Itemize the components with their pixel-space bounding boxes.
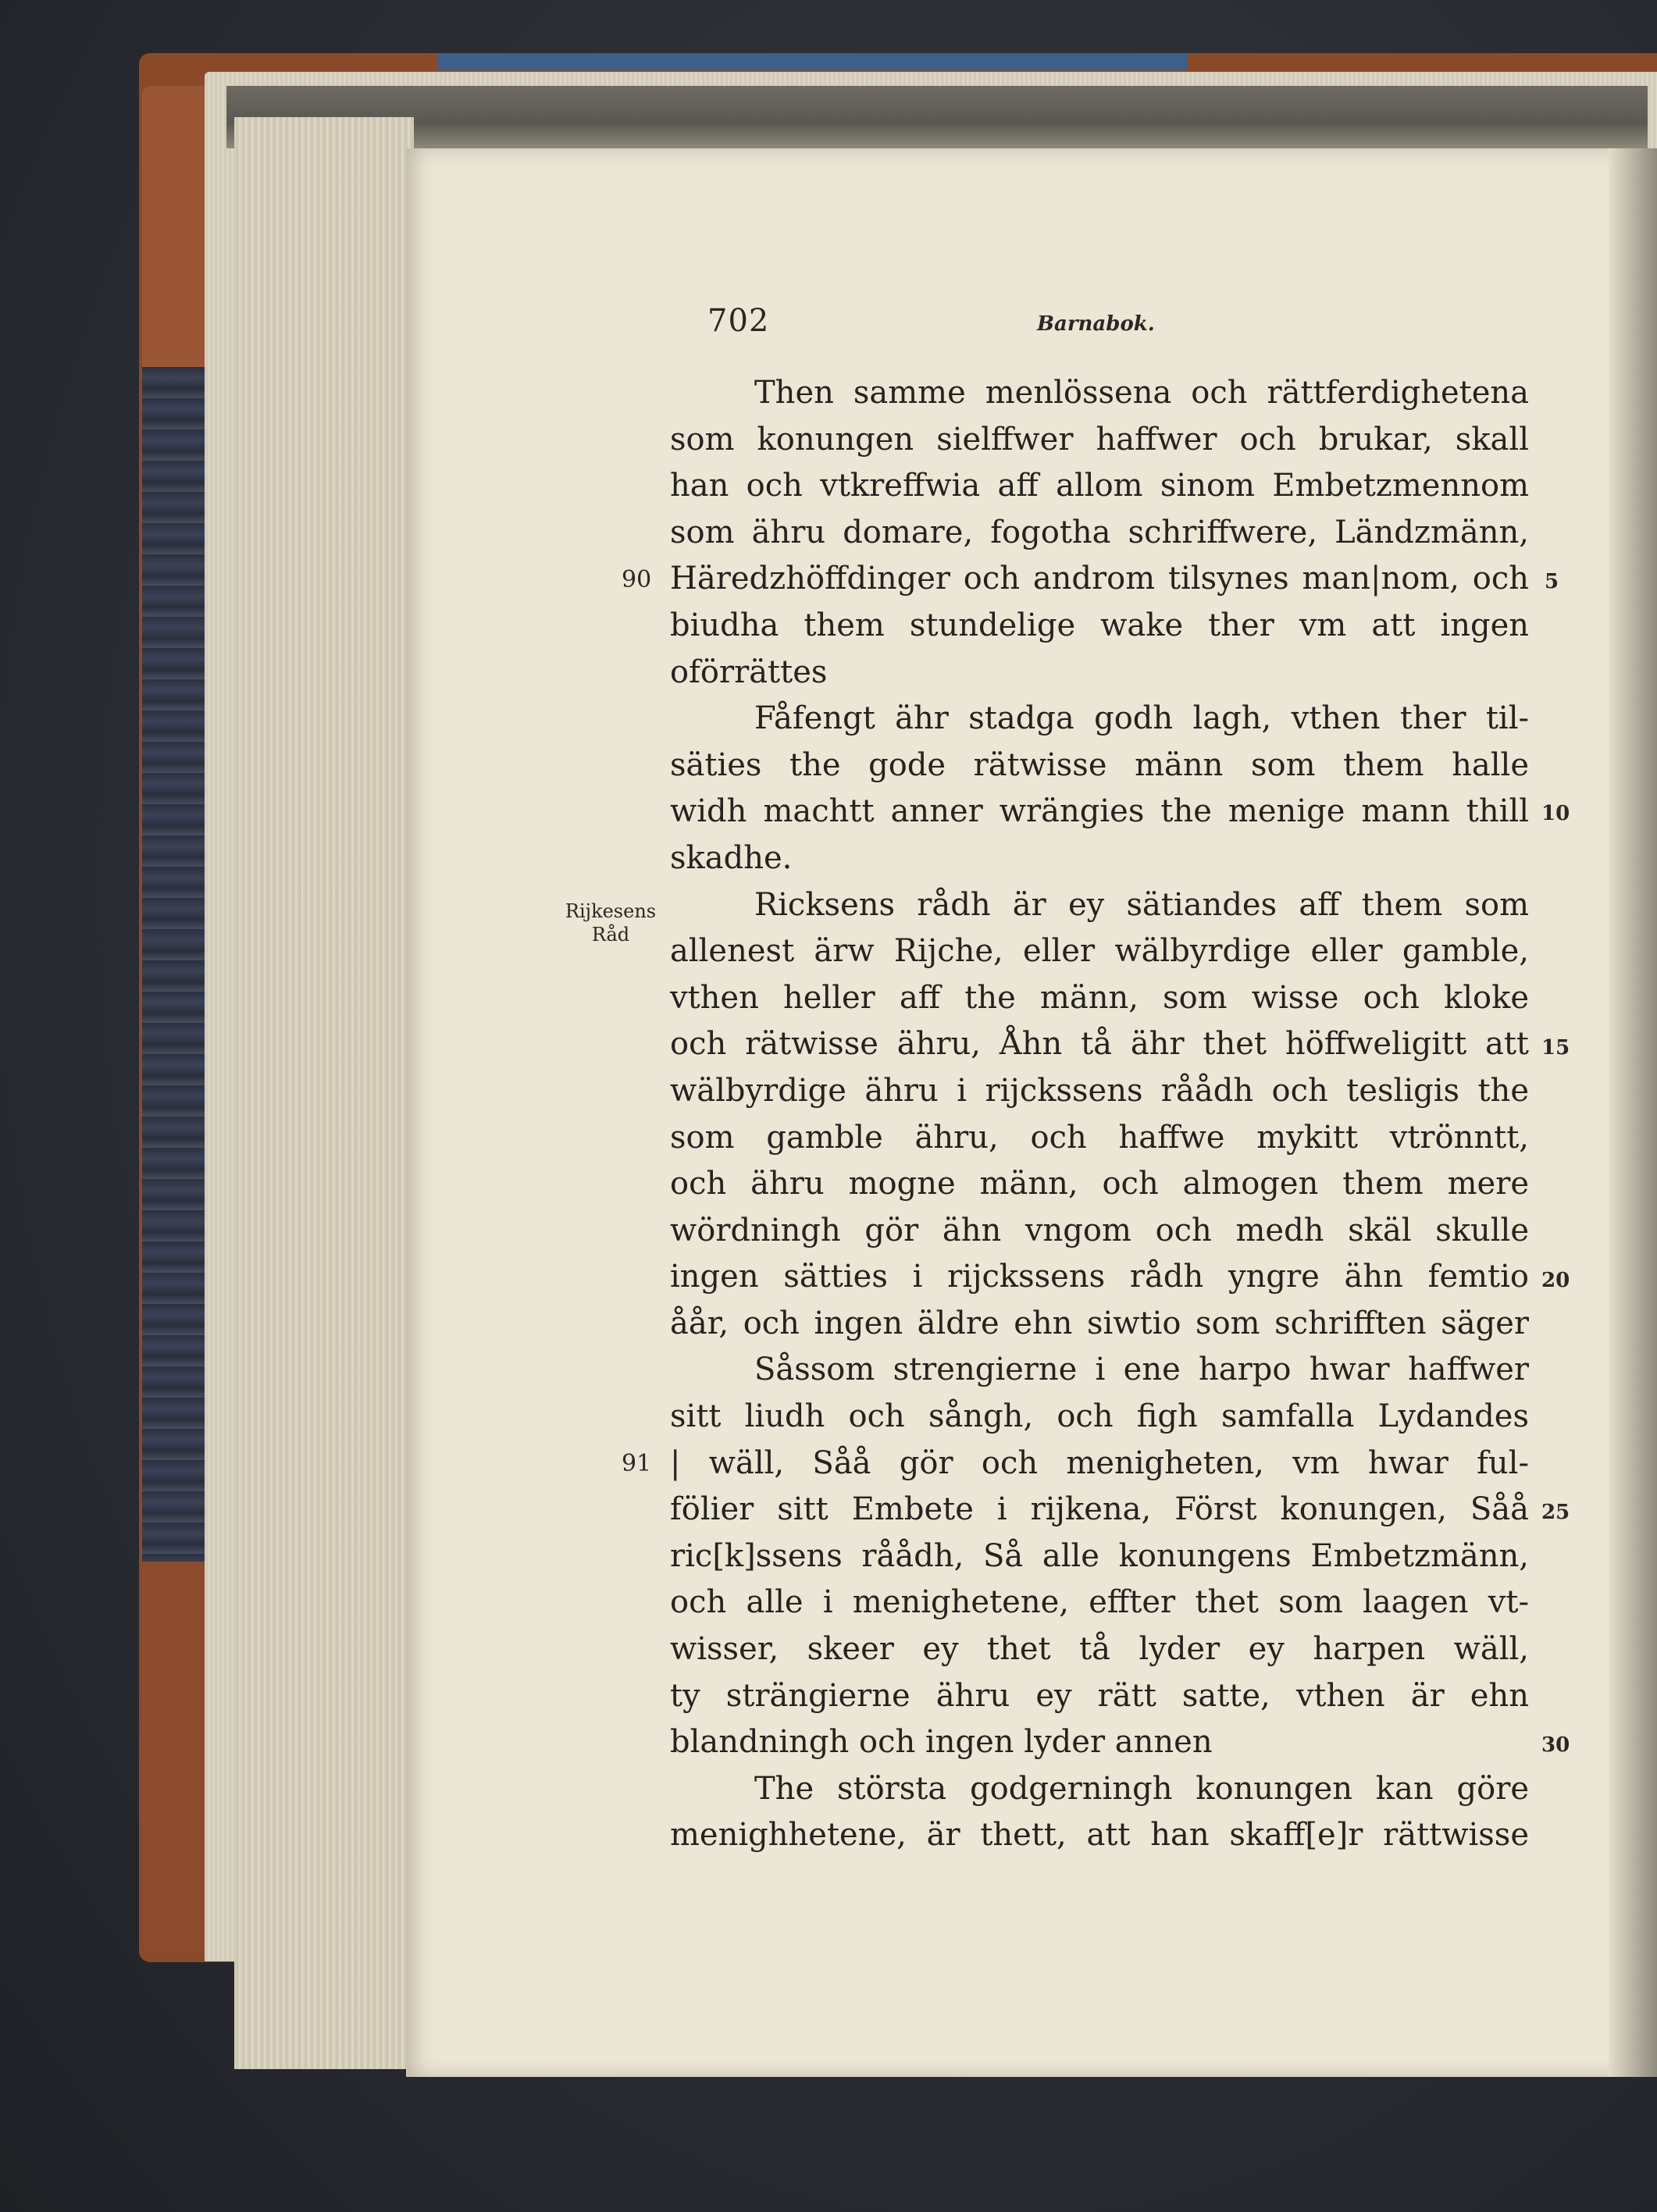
page-gutter-shadow	[1609, 148, 1657, 2077]
text-line: menighhetene, är thett, att han skaff[e]r rättwisse	[670, 1817, 1529, 1854]
page-top-edge	[226, 86, 1648, 148]
text-line: Häredzhöffdinger och androm tilsynes man|nom, och	[670, 561, 1529, 597]
text-line: åår, och ingen äldre ehn siwtio som schrifften säger	[670, 1305, 1529, 1341]
text-line: och alle i menighetene, effter thet som laagen vt-	[670, 1584, 1529, 1621]
line-number-25: 25	[1541, 1501, 1570, 1524]
text-line: skadhe.	[670, 839, 793, 876]
line-number-15: 15	[1541, 1036, 1570, 1060]
text-line: ingen sätties i rijckssens rådh yngre ähn femtio	[670, 1259, 1529, 1295]
text-line: och rätwisse ähru, Åhn tå ähr thet höffweligitt att	[670, 1026, 1529, 1063]
body-text	[670, 370, 1529, 1859]
cover-top-band	[437, 53, 1187, 70]
text-line: som gamble ähru, och haffwe mykitt vtrönntt,	[670, 1119, 1529, 1156]
line-number-30: 30	[1541, 1733, 1570, 1757]
side-note-line-2: Råd	[591, 924, 630, 946]
text-line: säties the gode rätwisse männ som them halle	[670, 746, 1529, 783]
text-line: blandningh och ingen lyder annen	[670, 1724, 1213, 1761]
text-line: och ähru mogne männ, och almogen them mere	[670, 1166, 1529, 1202]
text-line: ty strängierne ähru ey rätt satte, vthen är ehn	[670, 1677, 1529, 1714]
spine-leather-bottom	[142, 1562, 212, 1952]
page-number: 702	[707, 303, 770, 339]
side-note-line-1: Rijkesens	[565, 900, 657, 922]
text-line: Ricksens rådh är ey sätiandes aff them som	[754, 886, 1529, 923]
text-line: widh machtt anner wrängies the menige mann thill	[670, 793, 1529, 830]
text-line: | wäll, Såå gör och menigheten, vm hwar ful-	[670, 1444, 1529, 1481]
text-line: sitt liudh och sångh, och figh samfalla Lydandes	[670, 1398, 1529, 1435]
page-stack-left	[234, 117, 414, 2069]
text-line: allenest ärw Rijche, eller wälbyrdige eller gamble,	[670, 933, 1529, 970]
text-line: vthen heller aff the männ, som wisse och kloke	[670, 979, 1529, 1016]
text-line: Then samme menlössena och rättferdighetena	[754, 375, 1529, 411]
line-number-20: 20	[1541, 1269, 1570, 1292]
text-line: The största godgerningh konungen kan göre	[754, 1770, 1529, 1807]
text-line: Såssom strengierne i ene harpo hwar haffwer	[754, 1352, 1529, 1388]
text-line: biudha them stundelige wake ther vm att ingen	[670, 607, 1529, 643]
margin-number-91: 91	[622, 1450, 652, 1477]
line-number-10: 10	[1541, 802, 1570, 825]
spine-leather-top	[142, 86, 212, 367]
text-line: han och vtkreffwia aff allom sinom Embetzmennom	[670, 468, 1529, 504]
margin-number-90: 90	[622, 566, 652, 593]
line-number-5: 5	[1545, 570, 1559, 593]
text-line: wördningh gör ähn vngom och medh skäl skulle	[670, 1212, 1529, 1248]
text-line: ric[k]ssens råådh, Så alle konungens Embetzmänn,	[670, 1537, 1529, 1574]
side-note	[556, 899, 665, 946]
text-line: som ähru domare, fogotha schriffwere, Ländzmänn,	[670, 514, 1529, 550]
text-line: fölier sitt Embete i rijkena, Först konungen, Såå	[670, 1491, 1529, 1528]
text-line: som konungen sielffwer haffwer och brukar, skall	[670, 421, 1529, 458]
text-line: Fåfengt ähr stadga godh lagh, vthen ther til-	[754, 700, 1529, 737]
text-line: oförrättes	[670, 654, 828, 690]
running-title: Barnabok.	[1037, 312, 1155, 336]
text-line: wälbyrdige ähru i rijckssens råådh och tesligis the	[670, 1072, 1529, 1109]
text-line: wisser, skeer ey thet tå lyder ey harpen wäll,	[670, 1631, 1529, 1668]
